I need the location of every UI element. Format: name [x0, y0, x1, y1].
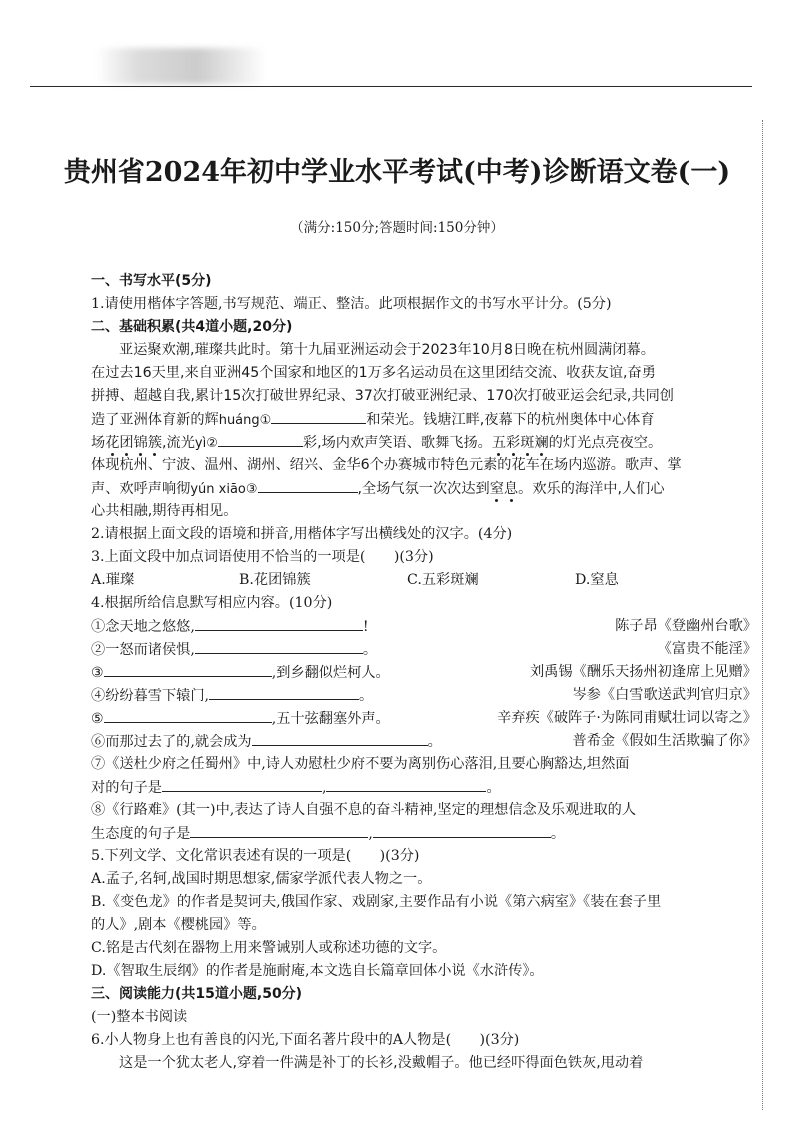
answer-blank[interactable]	[195, 638, 363, 654]
header-scan-shade	[96, 48, 266, 84]
item-text: ③	[91, 665, 104, 681]
item-text: ,	[368, 826, 373, 842]
question-2: 2.请根据上面文段的语境和拼音,用楷体字写出横线处的汉字。(4分)	[91, 526, 513, 542]
item-text: ,	[321, 780, 327, 796]
passage-line-2: 在过去16天里,来自亚洲45个国家和地区的1万多名运动员在这里团结交流、收获友谊,奋勇	[91, 365, 656, 381]
emphasis-char: 团	[119, 435, 134, 451]
emphasis-char: 窒	[489, 481, 504, 497]
dotted-word-2	[492, 435, 549, 451]
answer-blank-1[interactable]	[271, 408, 366, 424]
passage-text: 造了亚洲体育新的辉	[91, 412, 219, 428]
header-rule	[30, 86, 752, 87]
pinyin-2: yì②	[194, 436, 218, 451]
item-text: 对的句子是	[91, 780, 162, 796]
option-c[interactable]: C.五彩斑斓	[407, 572, 479, 588]
answer-blank[interactable]	[190, 822, 368, 838]
answer-blank-2[interactable]	[218, 431, 303, 447]
dotted-word-3	[490, 481, 518, 497]
q4-item-4	[91, 684, 757, 707]
q5-option-b-cont: 的人》,剧本《樱桃园》等。	[91, 917, 266, 933]
item-source: 岑参《白雪歌送武判官归京》	[572, 687, 757, 703]
section3-heading: 三、阅读能力(共15道小题,50分)	[91, 986, 303, 1002]
emphasis-char: 五	[491, 435, 507, 451]
passage-text: 声、欢呼声响彻	[91, 481, 191, 497]
item-text: 。	[486, 780, 501, 796]
item-text: ,五十弦翻塞外声。	[271, 711, 390, 727]
answer-blank[interactable]	[162, 776, 322, 792]
item-text: ⑥而那过去了的,就会成为	[91, 734, 252, 750]
passage-line-1: 亚运聚欢潮,璀璨共此时。第十九届亚洲运动会于2023年10月8日晚在杭州圆满闭幕。	[119, 342, 655, 358]
q5-option-b[interactable]: B.《变色龙》的作者是契诃夫,俄国作家、戏剧家,主要作品有小说《第六病室》《装在套子里	[91, 894, 662, 910]
passage-text: ,流光	[162, 435, 195, 451]
answer-blank[interactable]	[252, 730, 428, 746]
answer-blank[interactable]	[373, 822, 551, 838]
emphasis-char: 彩	[506, 435, 521, 451]
option-a[interactable]: A.璀璨	[91, 572, 135, 588]
option-b[interactable]: B.花团锦簇	[239, 572, 311, 588]
page-subtitle: （满分:150分;答题时间:150分钟）	[290, 220, 504, 236]
subsection-heading: (一)整本书阅读	[91, 1009, 188, 1025]
item-text: ④纷纷暮雪下辕门,	[91, 688, 210, 704]
passage-line-3: 拼搏、超越自我,累计15次打破世界纪录、37次打破亚洲纪录、170次打破亚运会纪录,共同创	[91, 388, 674, 404]
binding-dotted-line	[762, 120, 763, 1110]
question-4: 4.根据所给信息默写相应内容。(10分)	[91, 595, 333, 611]
emphasis-char: 锦	[133, 435, 148, 451]
q4-item-3	[91, 661, 757, 684]
passage-line-4	[91, 408, 757, 431]
passage-text: 的灯光点亮夜空。	[548, 435, 663, 451]
q4-item-5	[91, 707, 757, 730]
item-source: 普希金《假如生活欺骗了你》	[572, 733, 757, 749]
question-1: 1.请使用楷体字答题,书写规范、端正、整洁。此项根据作文的书写水平计分。(5分)	[91, 296, 612, 312]
item-source: 辛弃疾《破阵子·为陈同甫赋壮词以寄之》	[497, 710, 757, 726]
passage-line-8: 心共相融,期待再相见。	[91, 503, 238, 519]
section2-heading: 二、基础积累(共4道小题,20分)	[91, 319, 293, 335]
question-3: 3.上面文段中加点词语使用不恰当的一项是( )(3分)	[91, 549, 434, 565]
q5-option-a[interactable]: A.孟子,名轲,战国时期思想家,儒家学派代表人物之一。	[91, 871, 432, 887]
dotted-word-1	[105, 435, 162, 451]
emphasis-char: 斑	[520, 435, 535, 451]
item-text: 。	[359, 688, 374, 704]
passage-line-6: 体现杭州、宁波、温州、湖州、绍兴、金华6个办赛城市特色元素的花车在场内巡游。歌声、掌	[91, 457, 682, 473]
q4-item-7: ⑦《送杜少府之任蜀州》中,诗人劝慰杜少府不要为离别伤心落泪,且要心胸豁达,坦然面	[91, 756, 630, 772]
emphasis-char: 斓	[534, 435, 549, 451]
item-text: 。	[427, 734, 442, 750]
passage-text: 彩,场内欢声笑语、歌舞飞扬。	[302, 435, 492, 451]
question-6: 6.小人物身上也有善良的闪光,下面名著片段中的A人物是( )(3分)	[91, 1032, 520, 1048]
item-text: ②一怒而诸侯惧,	[91, 642, 195, 658]
q6-excerpt: 这是一个犹太老人,穿着一件满是补丁的长衫,没戴帽子。他已经吓得面色铁灰,甩动着	[119, 1055, 644, 1071]
answer-blank[interactable]	[104, 707, 272, 723]
item-text: ⑤	[91, 711, 104, 727]
passage-line-5	[91, 431, 757, 454]
emphasis-char: 花	[105, 435, 120, 451]
answer-blank[interactable]	[209, 684, 359, 700]
passage-text: ,全场气氛一次次达到	[357, 481, 490, 497]
passage-text: 场	[91, 435, 106, 451]
pinyin-3: yún xiāo③	[190, 482, 258, 497]
item-source: 陈子昂《登幽州台歌》	[615, 618, 757, 634]
pinyin-1: huáng①	[218, 413, 272, 428]
item-text: 生态度的句子是	[91, 826, 191, 842]
item-text: ①念天地之悠悠,	[91, 619, 195, 635]
emphasis-char: 簇	[147, 435, 163, 451]
passage-text: 。欢乐的海洋中,人们心	[518, 481, 665, 497]
page-title: 贵州省2024年初中学业水平考试(中考)诊断语文卷(一)	[63, 157, 731, 188]
answer-blank[interactable]	[104, 661, 272, 677]
item-text: ,到乡翻似烂柯人。	[271, 665, 390, 681]
answer-blank-3[interactable]	[258, 477, 358, 493]
item-source: 刘禹锡《酬乐天扬州初逢席上见赠》	[529, 664, 757, 680]
q4-item-6	[91, 730, 757, 753]
item-source: 《富贵不能淫》	[657, 641, 757, 657]
exam-content	[91, 270, 757, 1075]
q4-item-2	[91, 638, 757, 661]
q5-option-c[interactable]: C.铭是古代刻在器物上用来警诫别人或称述功德的文字。	[91, 940, 447, 956]
section1-heading: 一、书写水平(5分)	[91, 273, 212, 289]
question-3-options	[91, 569, 757, 592]
answer-blank[interactable]	[326, 776, 486, 792]
q5-option-d[interactable]: D.《智取生辰纲》的作者是施耐庵,本文选自长篇章回体小说《水浒传》。	[91, 963, 544, 979]
q4-item-8: ⑧《行路难》(其一)中,表达了诗人自强不息的奋斗精神,坚定的理想信念及乐观进取的人	[91, 802, 637, 818]
item-text: 。	[550, 826, 566, 842]
q4-item-7-cont	[91, 776, 757, 799]
answer-blank[interactable]	[195, 615, 363, 631]
emphasis-char: 息	[503, 481, 519, 497]
q4-item-8-cont	[91, 822, 757, 845]
option-d[interactable]: D.窒息	[575, 572, 619, 588]
q4-item-1	[91, 615, 757, 638]
item-text: 。	[362, 642, 378, 658]
question-5: 5.下列文学、文化常识表述有误的一项是( )(3分)	[91, 848, 420, 864]
passage-line-7	[91, 477, 757, 500]
passage-text: 和荣光。钱塘江畔,夜幕下的杭州奥体中心体育	[366, 412, 655, 428]
item-text: !	[362, 619, 369, 635]
